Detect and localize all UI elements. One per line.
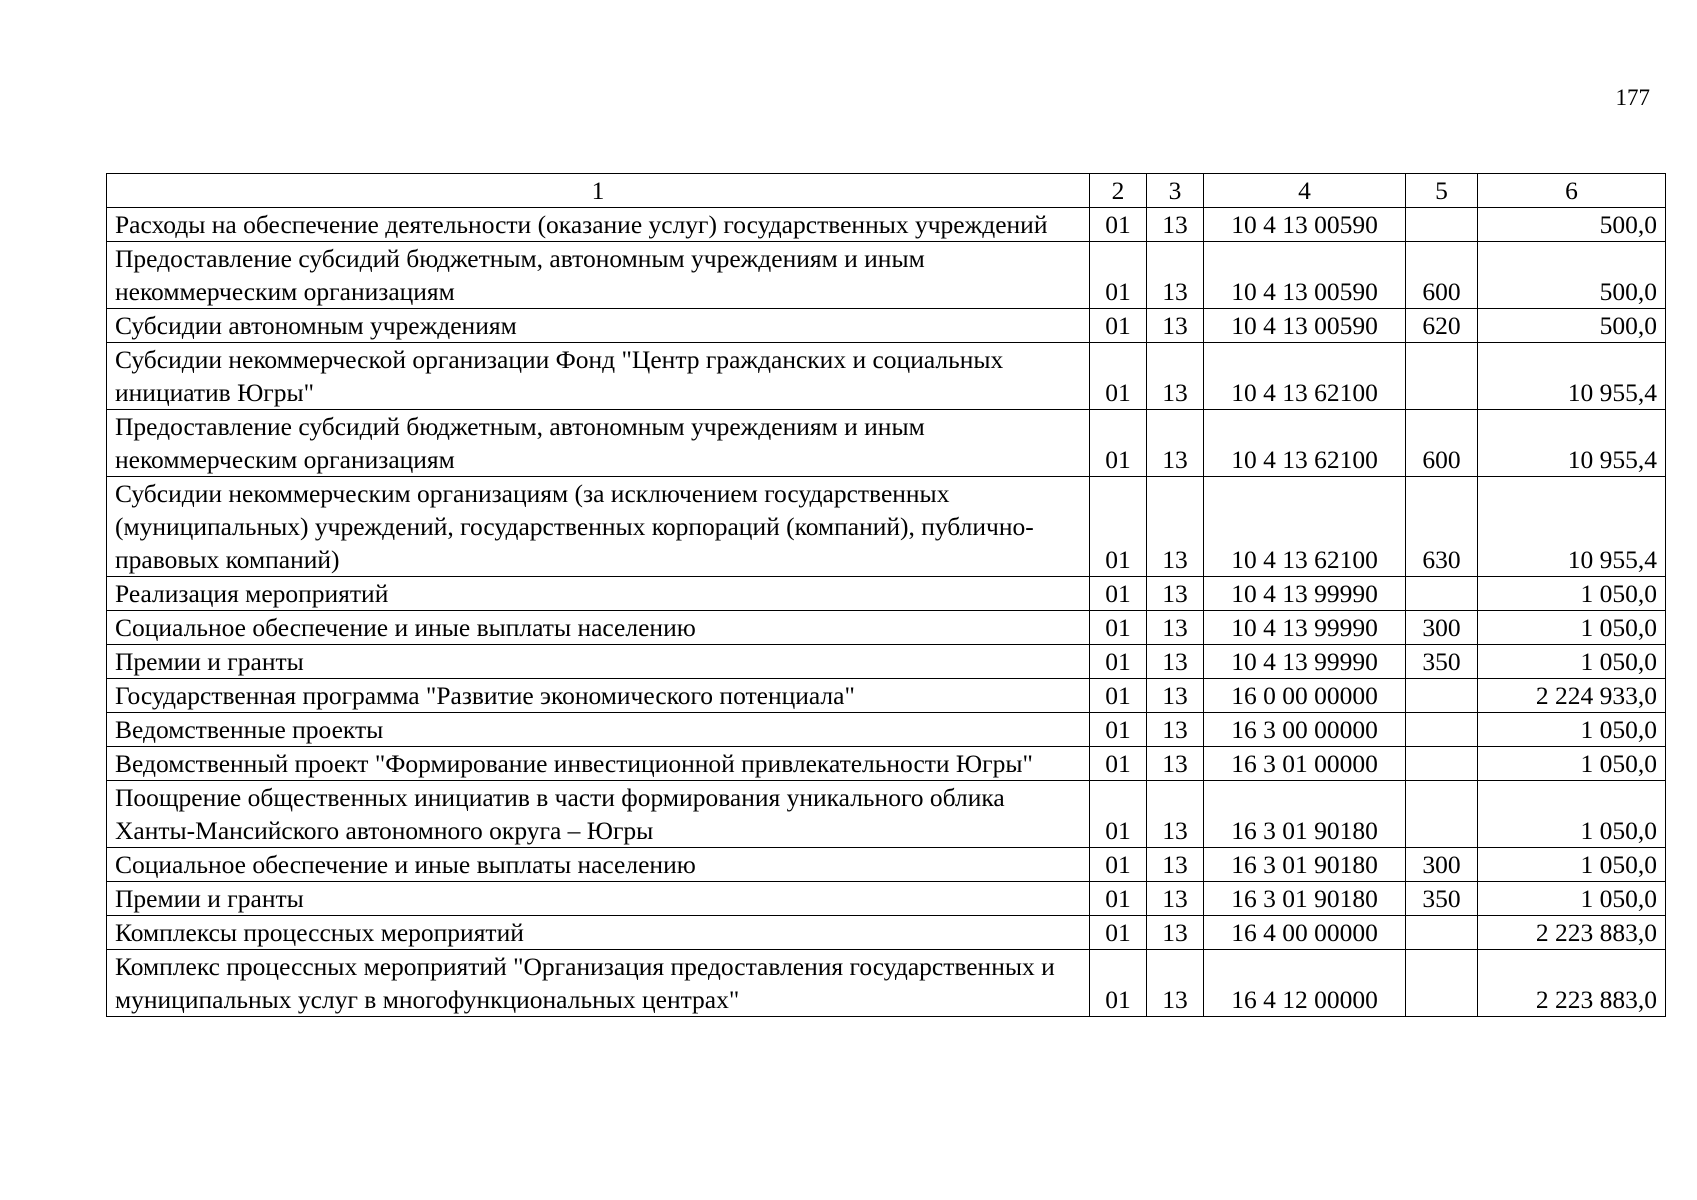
header-col-2: 2 bbox=[1090, 174, 1147, 208]
header-col-6: 6 bbox=[1478, 174, 1666, 208]
row-subsection: 13 bbox=[1147, 645, 1204, 679]
row-section: 01 bbox=[1090, 747, 1147, 781]
row-amount: 1 050,0 bbox=[1478, 747, 1666, 781]
budget-table bbox=[106, 173, 1666, 1017]
row-name: Государственная программа "Развитие экономического потенциала" bbox=[107, 679, 1090, 713]
row-expense-type: 600 bbox=[1406, 242, 1478, 309]
row-expense-type: 300 bbox=[1406, 611, 1478, 645]
row-expense-type bbox=[1406, 679, 1478, 713]
row-subsection: 13 bbox=[1147, 577, 1204, 611]
row-subsection: 13 bbox=[1147, 309, 1204, 343]
row-target-article: 10 4 13 00590 bbox=[1204, 242, 1406, 309]
row-expense-type: 350 bbox=[1406, 645, 1478, 679]
row-section: 01 bbox=[1090, 208, 1147, 242]
row-target-article: 10 4 13 99990 bbox=[1204, 645, 1406, 679]
row-amount: 1 050,0 bbox=[1478, 781, 1666, 848]
row-expense-type bbox=[1406, 208, 1478, 242]
row-name: Поощрение общественных инициатив в части формирования уникального облика Ханты-Мансийского автономного округа – Югры bbox=[107, 781, 1090, 848]
row-name: Субсидии автономным учреждениям bbox=[107, 309, 1090, 343]
row-section: 01 bbox=[1090, 242, 1147, 309]
row-name: Комплекс процессных мероприятий "Организация предоставления государственных и муниципальных услуг в многофункциональных центрах" bbox=[107, 950, 1090, 1017]
row-name: Предоставление субсидий бюджетным, автономным учреждениям и иным некоммерческим организациям bbox=[107, 410, 1090, 477]
row-section: 01 bbox=[1090, 577, 1147, 611]
row-amount: 500,0 bbox=[1478, 242, 1666, 309]
row-section: 01 bbox=[1090, 477, 1147, 577]
row-name: Социальное обеспечение и иные выплаты населению bbox=[107, 848, 1090, 882]
row-subsection: 13 bbox=[1147, 242, 1204, 309]
row-expense-type: 300 bbox=[1406, 848, 1478, 882]
table-row bbox=[107, 410, 1666, 477]
row-subsection: 13 bbox=[1147, 611, 1204, 645]
table-row bbox=[107, 645, 1666, 679]
row-expense-type: 350 bbox=[1406, 882, 1478, 916]
table-header bbox=[107, 174, 1666, 208]
row-amount: 1 050,0 bbox=[1478, 882, 1666, 916]
row-section: 01 bbox=[1090, 679, 1147, 713]
row-subsection: 13 bbox=[1147, 477, 1204, 577]
row-target-article: 16 4 00 00000 bbox=[1204, 916, 1406, 950]
row-expense-type bbox=[1406, 343, 1478, 410]
row-expense-type bbox=[1406, 950, 1478, 1017]
row-name: Субсидии некоммерческим организациям (за исключением государственных (муниципальных) учреждений, государственных корпораций (компаний), публично-правовых компаний) bbox=[107, 477, 1090, 577]
row-subsection: 13 bbox=[1147, 747, 1204, 781]
header-col-5: 5 bbox=[1406, 174, 1478, 208]
row-name: Субсидии некоммерческой организации Фонд "Центр гражданских и социальных инициатив Югры" bbox=[107, 343, 1090, 410]
row-amount: 1 050,0 bbox=[1478, 713, 1666, 747]
table-row bbox=[107, 950, 1666, 1017]
row-section: 01 bbox=[1090, 882, 1147, 916]
row-expense-type: 600 bbox=[1406, 410, 1478, 477]
row-name: Ведомственные проекты bbox=[107, 713, 1090, 747]
row-section: 01 bbox=[1090, 611, 1147, 645]
row-name: Премии и гранты bbox=[107, 645, 1090, 679]
row-section: 01 bbox=[1090, 950, 1147, 1017]
row-subsection: 13 bbox=[1147, 410, 1204, 477]
row-amount: 1 050,0 bbox=[1478, 645, 1666, 679]
row-target-article: 10 4 13 62100 bbox=[1204, 410, 1406, 477]
row-target-article: 10 4 13 62100 bbox=[1204, 477, 1406, 577]
row-section: 01 bbox=[1090, 645, 1147, 679]
row-subsection: 13 bbox=[1147, 208, 1204, 242]
row-amount: 500,0 bbox=[1478, 208, 1666, 242]
row-target-article: 10 4 13 62100 bbox=[1204, 343, 1406, 410]
table-row bbox=[107, 343, 1666, 410]
row-name: Расходы на обеспечение деятельности (оказание услуг) государственных учреждений bbox=[107, 208, 1090, 242]
row-amount: 10 955,4 bbox=[1478, 343, 1666, 410]
table-row bbox=[107, 781, 1666, 848]
row-subsection: 13 bbox=[1147, 679, 1204, 713]
row-name: Реализация мероприятий bbox=[107, 577, 1090, 611]
row-amount: 10 955,4 bbox=[1478, 410, 1666, 477]
row-section: 01 bbox=[1090, 713, 1147, 747]
row-expense-type bbox=[1406, 916, 1478, 950]
row-name: Социальное обеспечение и иные выплаты населению bbox=[107, 611, 1090, 645]
row-amount: 1 050,0 bbox=[1478, 577, 1666, 611]
row-amount: 1 050,0 bbox=[1478, 611, 1666, 645]
row-subsection: 13 bbox=[1147, 950, 1204, 1017]
header-col-1: 1 bbox=[107, 174, 1090, 208]
row-amount: 2 223 883,0 bbox=[1478, 950, 1666, 1017]
row-expense-type bbox=[1406, 781, 1478, 848]
row-target-article: 16 4 12 00000 bbox=[1204, 950, 1406, 1017]
row-section: 01 bbox=[1090, 343, 1147, 410]
row-name: Комплексы процессных мероприятий bbox=[107, 916, 1090, 950]
table-row bbox=[107, 477, 1666, 577]
row-target-article: 10 4 13 00590 bbox=[1204, 309, 1406, 343]
header-col-3: 3 bbox=[1147, 174, 1204, 208]
row-subsection: 13 bbox=[1147, 882, 1204, 916]
row-target-article: 16 0 00 00000 bbox=[1204, 679, 1406, 713]
table-row bbox=[107, 848, 1666, 882]
table-row bbox=[107, 208, 1666, 242]
row-amount: 2 223 883,0 bbox=[1478, 916, 1666, 950]
row-target-article: 16 3 01 90180 bbox=[1204, 848, 1406, 882]
table-row bbox=[107, 882, 1666, 916]
row-section: 01 bbox=[1090, 309, 1147, 343]
row-target-article: 10 4 13 99990 bbox=[1204, 577, 1406, 611]
row-target-article: 10 4 13 99990 bbox=[1204, 611, 1406, 645]
header-row bbox=[107, 174, 1666, 208]
row-target-article: 16 3 01 00000 bbox=[1204, 747, 1406, 781]
row-subsection: 13 bbox=[1147, 916, 1204, 950]
row-target-article: 16 3 01 90180 bbox=[1204, 882, 1406, 916]
row-expense-type bbox=[1406, 747, 1478, 781]
row-amount: 2 224 933,0 bbox=[1478, 679, 1666, 713]
row-section: 01 bbox=[1090, 781, 1147, 848]
row-section: 01 bbox=[1090, 410, 1147, 477]
row-section: 01 bbox=[1090, 916, 1147, 950]
table-body bbox=[107, 208, 1666, 1017]
row-target-article: 16 3 01 90180 bbox=[1204, 781, 1406, 848]
row-target-article: 16 3 00 00000 bbox=[1204, 713, 1406, 747]
header-col-4: 4 bbox=[1204, 174, 1406, 208]
row-name: Предоставление субсидий бюджетным, автономным учреждениям и иным некоммерческим организациям bbox=[107, 242, 1090, 309]
table-row bbox=[107, 577, 1666, 611]
row-name: Ведомственный проект "Формирование инвестиционной привлекательности Югры" bbox=[107, 747, 1090, 781]
row-section: 01 bbox=[1090, 848, 1147, 882]
page-number: 177 bbox=[1615, 85, 1650, 110]
row-target-article: 10 4 13 00590 bbox=[1204, 208, 1406, 242]
table-row bbox=[107, 747, 1666, 781]
table-row bbox=[107, 309, 1666, 343]
table-row bbox=[107, 679, 1666, 713]
row-expense-type bbox=[1406, 713, 1478, 747]
row-expense-type: 620 bbox=[1406, 309, 1478, 343]
row-amount: 10 955,4 bbox=[1478, 477, 1666, 577]
row-expense-type bbox=[1406, 577, 1478, 611]
row-expense-type: 630 bbox=[1406, 477, 1478, 577]
table-row bbox=[107, 713, 1666, 747]
table-row bbox=[107, 242, 1666, 309]
row-name: Премии и гранты bbox=[107, 882, 1090, 916]
row-subsection: 13 bbox=[1147, 848, 1204, 882]
row-amount: 1 050,0 bbox=[1478, 848, 1666, 882]
table-row bbox=[107, 611, 1666, 645]
row-subsection: 13 bbox=[1147, 713, 1204, 747]
table-row bbox=[107, 916, 1666, 950]
row-subsection: 13 bbox=[1147, 781, 1204, 848]
row-subsection: 13 bbox=[1147, 343, 1204, 410]
row-amount: 500,0 bbox=[1478, 309, 1666, 343]
